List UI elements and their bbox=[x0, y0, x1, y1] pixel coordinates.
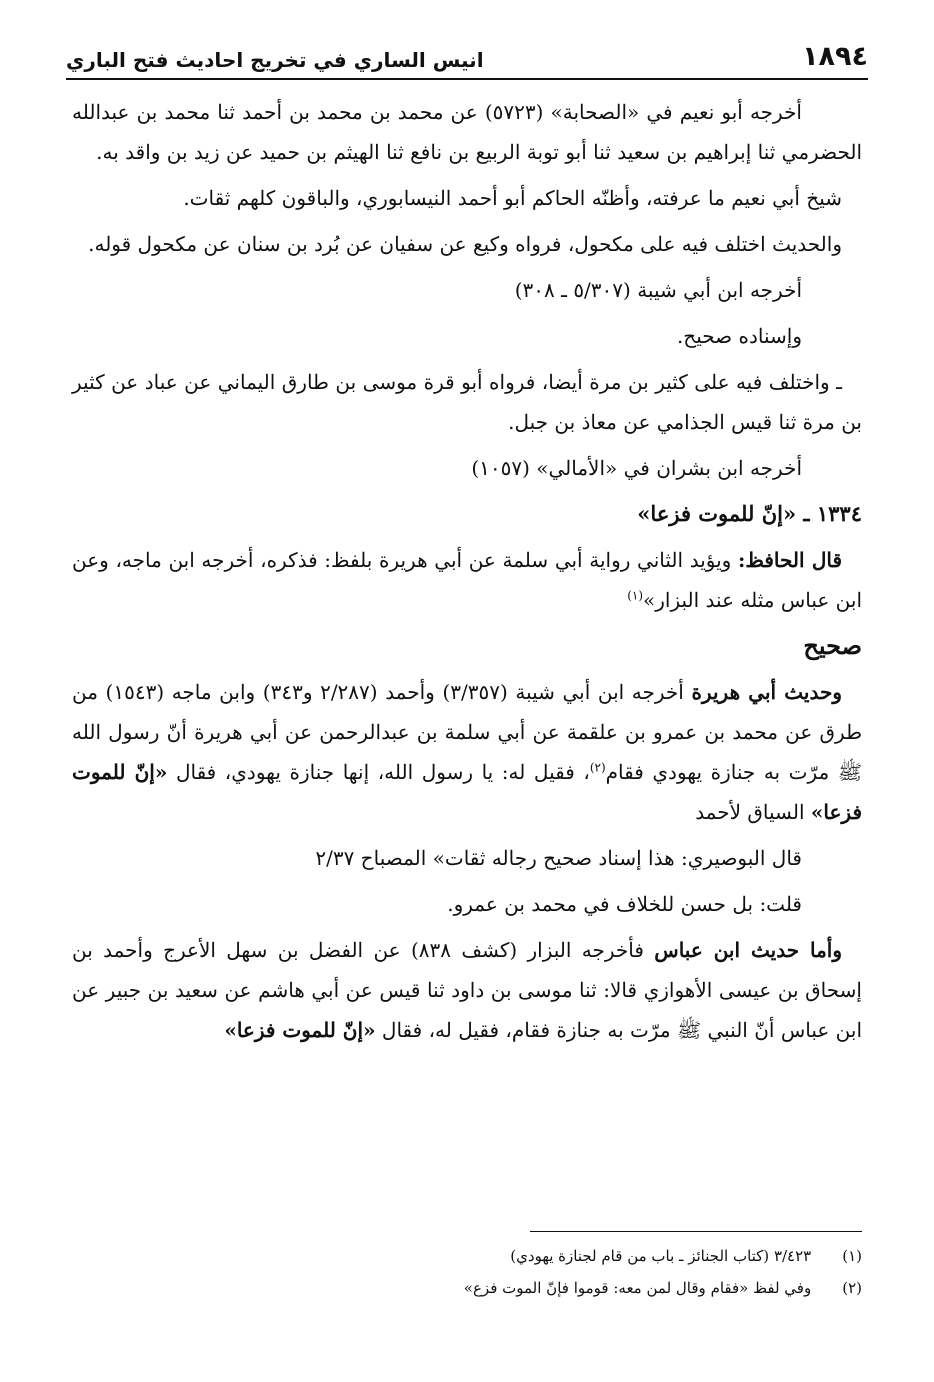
quote: «إنّ للموت فزعا» bbox=[72, 760, 862, 824]
footnote-number: (١) bbox=[842, 1247, 862, 1265]
hadith-heading: ١٣٣٤ ـ «إنّ للموت فزعا» bbox=[637, 501, 862, 526]
paragraph: وإسناده صحيح. bbox=[676, 324, 802, 348]
page-number: ١٨٩٤ bbox=[802, 41, 868, 72]
paragraph bbox=[72, 540, 862, 620]
emphasis: وحديث أبي هريرة bbox=[691, 680, 843, 704]
footnote-text: وفي لفظ «فقام وقال لمن معه: قوموا فإنّ الموت فزع» bbox=[463, 1279, 812, 1297]
paragraph-text: أخرجه ابن أبي شيبة (٣/٣٥٧) وأحمد (٢/٢٨٧ و٣٤٣) وابن ماجه (١٥٤٣) من طرق عن محمد بن عمرو بن علقمة عن أبي سلمة بن عبدالرحمن عن أبي هريرة أنّ رسول الله ﷺ مرّت به جنازة يهودي فقام bbox=[72, 680, 862, 784]
footnotes bbox=[72, 1240, 862, 1304]
paragraph: أخرجه ابن بشران في «الأمالي» (١٠٥٧) bbox=[471, 456, 802, 480]
quote: «إنّ للموت فزعا» bbox=[224, 1018, 376, 1042]
footnote-divider bbox=[530, 1231, 862, 1232]
page-header bbox=[66, 30, 868, 80]
footnote-ref: (١) bbox=[627, 588, 644, 603]
paragraph bbox=[72, 930, 862, 1050]
paragraph-text: ، فقيل له: يا رسول الله، إنها جنازة يهودي، فقال bbox=[175, 760, 590, 784]
footnote-text: ٣/٤٢٣ (كتاب الجنائز ـ باب من قام لجنازة يهودي) bbox=[510, 1247, 812, 1265]
footnote-number: (٢) bbox=[842, 1279, 862, 1297]
grade-heading: صحيح bbox=[803, 631, 862, 660]
paragraph: قال البوصيري: هذا إسناد صحيح رجاله ثقات» المصباح ٢/٣٧ bbox=[315, 846, 802, 870]
footnote bbox=[72, 1240, 862, 1272]
paragraph: والحديث اختلف فيه على مكحول، فرواه وكيع عن سفيان عن بُرد بن سنان عن مكحول قوله. bbox=[88, 232, 842, 256]
paragraph: أخرجه أبو نعيم في «الصحابة» (٥٧٢٣) عن محمد بن محمد بن أحمد ثنا محمد بن عبدالله الحضرمي ثنا إبراهيم بن سعيد ثنا أبو توبة الربيع بن نافع ثنا الهيثم بن حميد عن زيد بن واقد به. bbox=[72, 100, 862, 164]
paragraph-text: السياق لأحمد bbox=[695, 800, 805, 824]
paragraph: ـ واختلف فيه على كثير بن مرة أيضا، فرواه أبو قرة موسى بن طارق اليماني عن عباد عن كثير بن مرة ثنا قيس الجذامي عن معاذ بن جبل. bbox=[72, 370, 862, 434]
main-text bbox=[72, 92, 862, 1056]
paragraph: قلت: بل حسن للخلاف في محمد بن عمرو. bbox=[447, 892, 802, 916]
emphasis: وأما حديث ابن عباس bbox=[654, 938, 843, 962]
footnote bbox=[72, 1272, 862, 1304]
paragraph: أخرجه ابن أبي شيبة (٥/٣٠٧ ـ ٣٠٨) bbox=[514, 278, 802, 302]
paragraph-text: فأخرجه البزار (كشف ٨٣٨) عن الفضل بن سهل الأعرج وأحمد بن إسحاق بن عيسى الأهوازي قالا: ثنا موسى بن داود ثنا قيس عن أبي هاشم عن سعيد بن جبير عن ابن عباس أنّ النبي ﷺ مرّت به جنازة فقام، فقيل له، فقال bbox=[72, 938, 862, 1042]
speaker-label: قال الحافظ: bbox=[737, 548, 842, 572]
paragraph-text: ويؤيد الثاني رواية أبي سلمة عن أبي هريرة بلفظ: فذكره، أخرجه ابن ماجه، وعن ابن عباس مثله عند البزار» bbox=[72, 548, 862, 612]
running-title: انيس الساري في تخريج احاديث فتح الباري bbox=[66, 48, 484, 72]
paragraph bbox=[72, 672, 862, 832]
paragraph: شيخ أبي نعيم ما عرفته، وأظنّه الحاكم أبو أحمد النيسابوري، والباقون كلهم ثقات. bbox=[183, 186, 842, 210]
footnote-ref: (٢) bbox=[589, 760, 606, 775]
